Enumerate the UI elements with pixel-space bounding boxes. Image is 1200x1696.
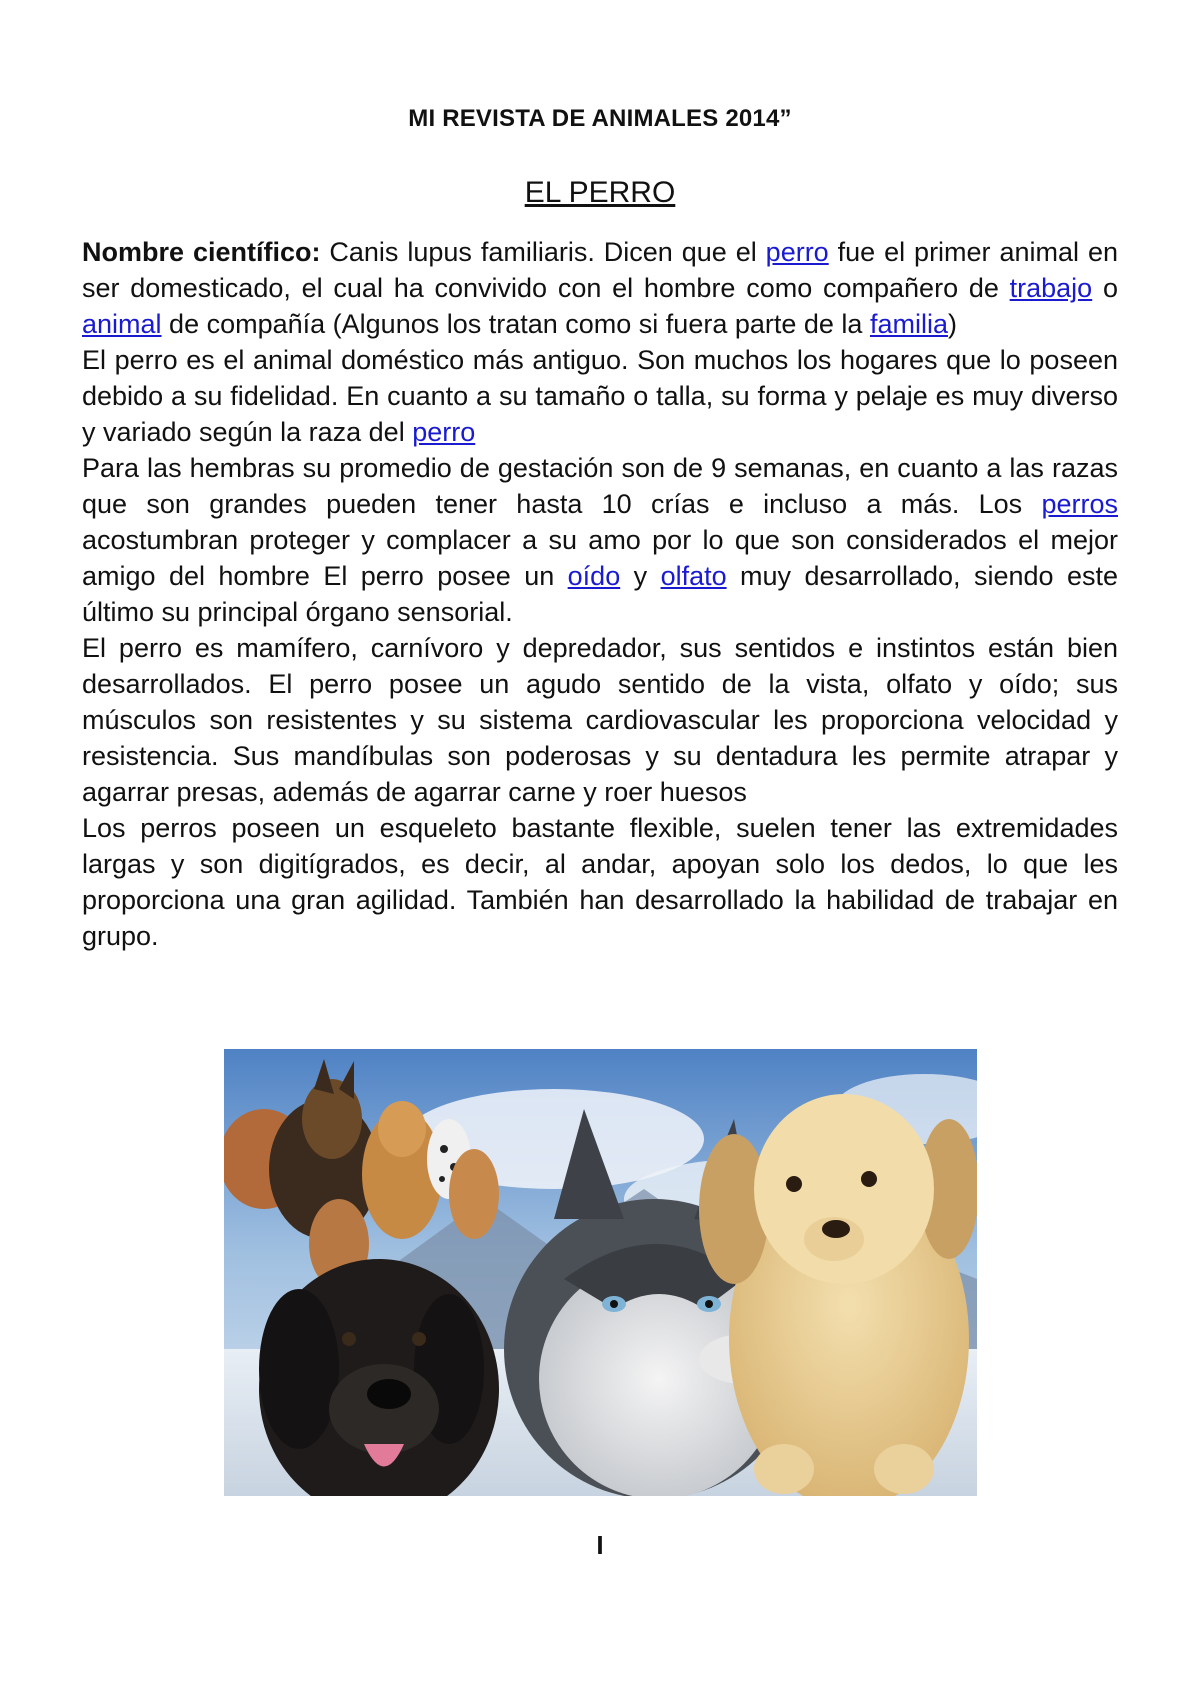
text-run: y [620,561,661,591]
text-run: ) [947,309,957,339]
paragraph-senses: El perro es mamífero, carnívoro y depredador, sus sentidos e instintos están bien desarrollados. El perro posee un agudo sentido de la vista, olfato y oído; sus músculos son resistentes y su sistema cardiovascular les proporciona velocidad y resistencia. Sus mandíbulas son poderosas y su dentadura les permite atrapar y agarrar presas, además de agarrar carne y roer huesos [82,633,1118,807]
paragraph-domestic [82,342,1118,450]
text-run: muy desarrollado, siendo este último su principal órgano sensorial. [82,561,1118,627]
text-run: El perro es el animal doméstico más antiguo. Son muchos los hogares que lo poseen debido a su fidelidad. En cuanto a su tamaño o talla, su forma y pelaje es muy diverso y variado según la raza del [82,345,1118,447]
paragraph-gestation [82,450,1118,630]
article-title: EL PERRO [524,176,676,209]
text-run: fue el primer animal en ser domesticado, el cual ha convivido con el hombre como compañero de [82,237,1118,303]
text-run: acostumbran proteger y complacer a su amo por lo que son considerados el mejor amigo del hombre El perro posee un [82,525,1118,591]
page-number: I [596,1530,604,1560]
link-perro-2[interactable]: perro [412,417,476,447]
paragraph-skeleton: Los perros poseen un esqueleto bastante flexible, suelen tener las extremidades largas y son digitígrados, es decir, al andar, apoyan solo los dedos, lo que les proporciona una gran agilidad. También han desarrollado la habilidad de trabajar en grupo. [82,813,1118,951]
link-familia[interactable]: familia [869,309,948,339]
link-animal[interactable]: animal [82,309,162,339]
scientific-name-label: Nombre científico: [82,237,321,267]
link-perros[interactable]: perros [1041,489,1118,519]
text-run: o [1092,273,1118,303]
link-trabajo[interactable]: trabajo [1009,273,1093,303]
link-oido[interactable]: oído [567,561,621,591]
magazine-title: MI REVISTA DE ANIMALES 2014” [408,105,792,132]
link-olfato[interactable]: olfato [660,561,727,591]
dogs-collage-image [224,1049,977,1496]
text-run: de compañía (Algunos los tratan como si fuera parte de la [161,309,870,339]
paragraph-scientific-name [82,234,1118,342]
link-perro[interactable]: perro [765,237,829,267]
text-run: Canis lupus familiaris. Dicen que el [320,237,766,267]
text-run: Para las hembras su promedio de gestación son de 9 semanas, en cuanto a las razas que son grandes pueden tener hasta 10 crías e incluso a más. Los [82,453,1118,519]
article-body [82,234,1118,954]
